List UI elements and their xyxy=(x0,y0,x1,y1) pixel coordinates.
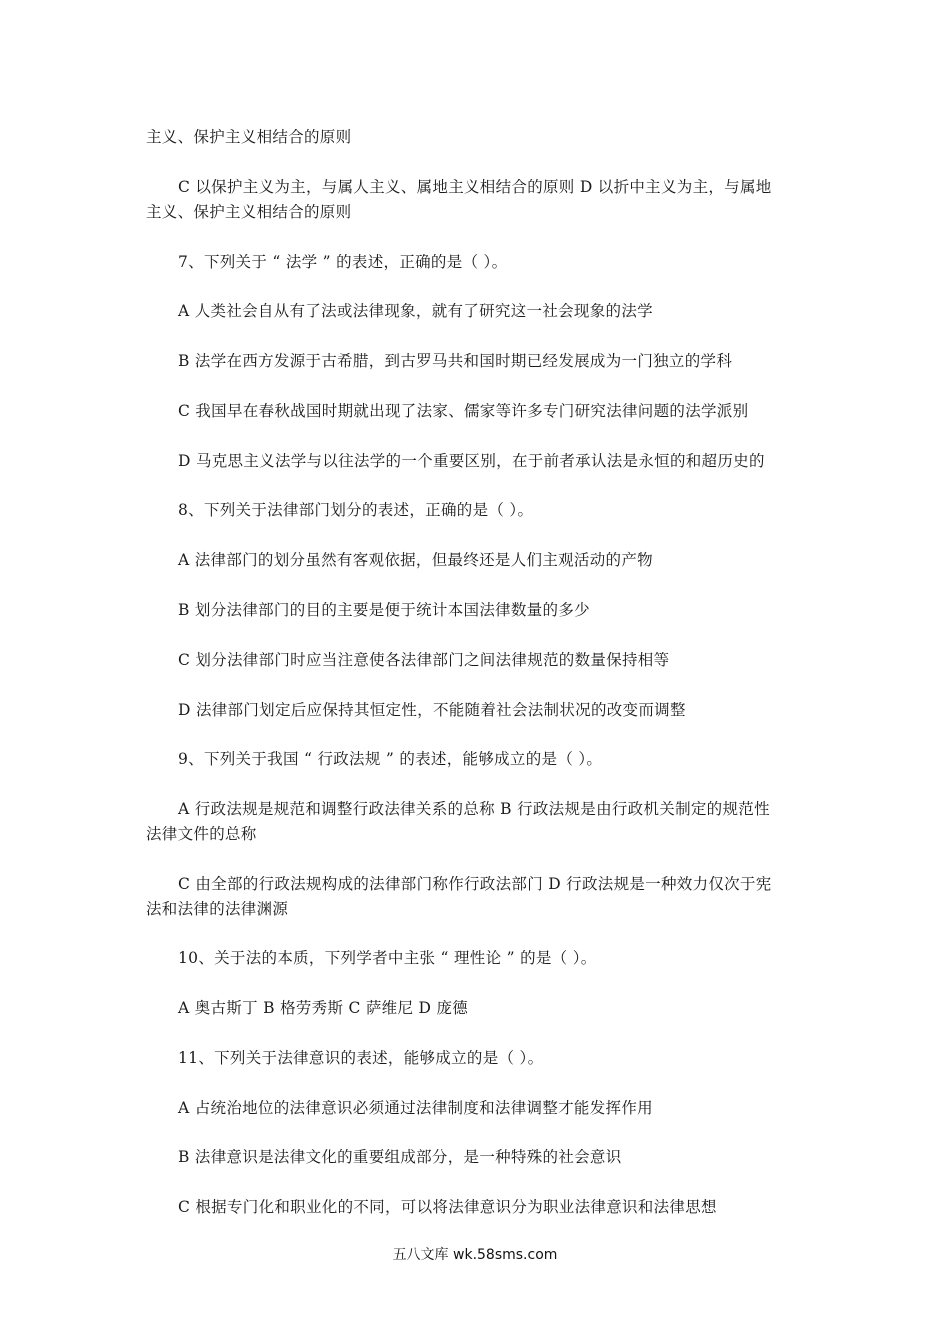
option-abcd: A 奥古斯丁 B 格劳秀斯 C 萨维尼 D 庞德 xyxy=(178,999,469,1017)
option-a: A 人类社会自从有了法或法律现象，就有了研究这一社会现象的法学 xyxy=(178,302,653,320)
text-line: 主义、保护主义相结合的原则 xyxy=(146,128,352,146)
question-10: 10、关于法的本质，下列学者中主张 “ 理性论 ” 的是（ ）。 xyxy=(178,949,597,967)
option-a: A 法律部门的划分虽然有客观依据，但最终还是人们主观活动的产物 xyxy=(178,551,653,569)
option-a: A 占统治地位的法律意识必须通过法律制度和法律调整才能发挥作用 xyxy=(178,1099,653,1117)
option-cd: C 由全部的行政法规构成的法律部门称作行政法部门 D 行政法规是一种效力仅次于宪 xyxy=(178,875,772,893)
option-b: B 法律意识是法律文化的重要组成部分，是一种特殊的社会意识 xyxy=(178,1148,622,1166)
question-11: 11、下列关于法律意识的表述，能够成立的是（ ）。 xyxy=(178,1049,544,1067)
option-b: B 法学在西方发源于古希腊，到古罗马共和国时期已经发展成为一门独立的学科 xyxy=(178,352,733,370)
option-b: B 划分法律部门的目的主要是便于统计本国法律数量的多少 xyxy=(178,601,590,619)
text-line: 主义、保护主义相结合的原则 xyxy=(146,203,352,221)
footer-watermark: 五八文库 wk.58sms.com xyxy=(392,1247,558,1263)
text-line: C 以保护主义为主，与属人主义、属地主义相结合的原则 D 以折中主义为主，与属地 xyxy=(178,178,772,196)
question-8: 8、下列关于法律部门划分的表述，正确的是（ ）。 xyxy=(178,501,534,519)
option-c: C 根据专门化和职业化的不同，可以将法律意识分为职业法律意识和法律思想 xyxy=(178,1198,717,1216)
option-c: C 我国早在春秋战国时期就出现了法家、儒家等许多专门研究法律问题的法学派别 xyxy=(178,402,749,420)
text-line: 法和法律的法律渊源 xyxy=(146,900,289,918)
option-d: D 法律部门划定后应保持其恒定性，不能随着社会法制状况的改变而调整 xyxy=(178,701,686,719)
option-c: C 划分法律部门时应当注意使各法律部门之间法律规范的数量保持相等 xyxy=(178,651,670,669)
question-7: 7、下列关于 “ 法学 ” 的表述，正确的是（ ）。 xyxy=(178,253,508,271)
text-line: 法律文件的总称 xyxy=(146,825,257,843)
question-9: 9、下列关于我国 “ 行政法规 ” 的表述，能够成立的是（ ）。 xyxy=(178,750,603,768)
option-d: D 马克思主义法学与以往法学的一个重要区别，在于前者承认法是永恒的和超历史的 xyxy=(178,452,765,470)
option-ab: A 行政法规是规范和调整行政法律关系的总称 B 行政法规是由行政机关制定的规范性 xyxy=(178,800,770,818)
